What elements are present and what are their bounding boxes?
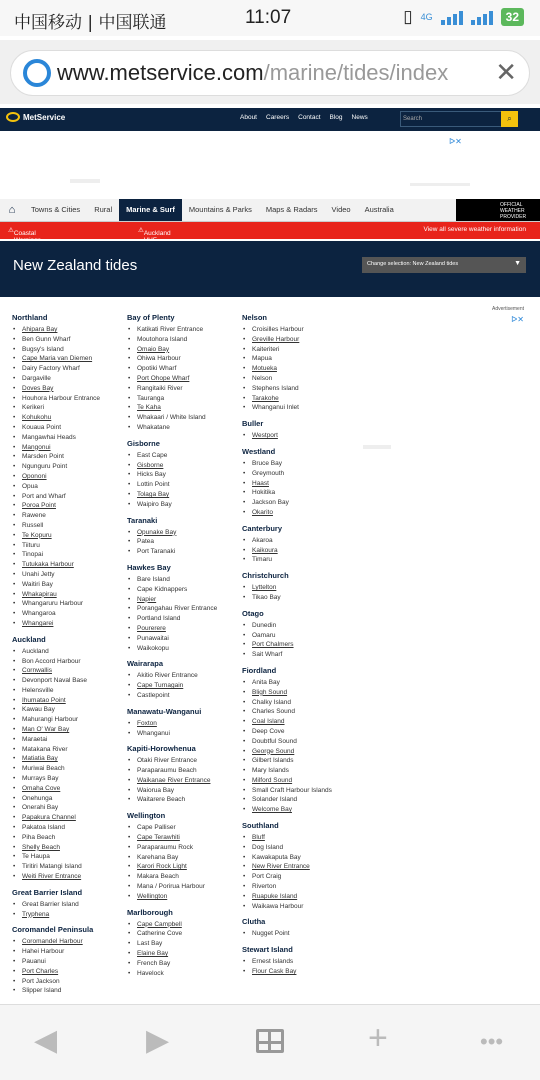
region-fiordland <box>242 666 357 815</box>
tide-location-link[interactable]: • Ahipara Bay <box>12 325 127 335</box>
tide-location-link[interactable]: • Napier <box>127 595 242 605</box>
nav-mountains-parks[interactable]: Mountains & Parks <box>188 205 252 214</box>
clock: 11:07 <box>245 7 292 28</box>
region-stewart-island <box>242 945 357 977</box>
back-icon[interactable]: ◀ <box>34 1024 58 1057</box>
region-heading: Manawatu-Wanganui <box>127 706 202 716</box>
region-heading: Southland <box>242 821 279 831</box>
all-blacks-badge[interactable] <box>456 199 540 221</box>
tide-column <box>127 313 242 978</box>
tide-location-link[interactable]: • Waikanae River Entrance <box>127 776 242 786</box>
tide-location-link[interactable]: • Coromandel Harbour <box>12 937 127 947</box>
tide-location-link[interactable]: • Last Bay <box>127 939 242 949</box>
tides-list <box>0 297 540 1004</box>
tide-location-link[interactable]: • Tiritiri Matangi Island <box>12 862 127 872</box>
ad-placeholder <box>70 179 100 183</box>
main-nav <box>0 199 540 222</box>
tide-location-link[interactable]: • Motueka <box>242 364 357 374</box>
region-heading: Great Barrier Island <box>12 887 83 897</box>
tide-location-link[interactable]: • French Bay <box>127 959 242 969</box>
tide-location-link[interactable]: • Pauanui <box>12 957 127 967</box>
tide-column <box>242 313 357 977</box>
browser-logo-icon <box>23 59 51 87</box>
tide-location-link[interactable]: • Greville Harbour <box>242 335 357 345</box>
tide-location-link[interactable]: • Deep Cove <box>242 727 357 737</box>
tide-location-link[interactable]: • Tolaga Bay <box>127 490 242 500</box>
tide-location-link[interactable]: • Katikati River Entrance <box>127 325 242 335</box>
tide-column <box>12 313 127 996</box>
tide-location-link[interactable]: • Wellington <box>127 892 242 902</box>
tide-location-link[interactable]: • Te Haupa <box>12 852 127 862</box>
region-heading: Westland <box>242 446 276 456</box>
tide-location-link[interactable]: • Ihumatao Point <box>12 696 127 706</box>
tide-location-link[interactable]: • Timaru <box>242 555 357 565</box>
tide-location-link[interactable]: • New River Entrance <box>242 862 357 872</box>
nav-contact[interactable]: Contact <box>298 114 321 121</box>
nav-towns-cities[interactable]: Towns & Cities <box>31 205 81 214</box>
tide-location-link[interactable]: • Pakatoa Island <box>12 823 127 833</box>
tide-location-link[interactable]: • Te Kopuru <box>12 531 127 541</box>
tide-location-link[interactable]: • Cape Kidnappers <box>127 585 242 595</box>
tide-location-link[interactable]: • Lottin Point <box>127 480 242 490</box>
tide-location-link[interactable]: • Cape Palliser <box>127 823 242 833</box>
nav-marine-surf[interactable]: Marine & Surf <box>119 199 182 221</box>
region-northland <box>12 313 127 629</box>
tide-location-link[interactable]: • Tiituru <box>12 541 127 551</box>
tide-location-link[interactable]: • Coal Island <box>242 717 357 727</box>
tide-location-link[interactable]: • Elaine Bay <box>127 949 242 959</box>
tide-location-link[interactable]: • Opua <box>12 482 127 492</box>
tide-location-link[interactable]: • Akaroa <box>242 536 357 546</box>
region-taranaki <box>127 516 242 557</box>
tide-location-link[interactable]: • Hicks Bay <box>127 470 242 480</box>
tide-location-link[interactable]: • Tutukaka Harbour <box>12 560 127 570</box>
region-manawatu-wanganui <box>127 707 242 739</box>
tide-location-link[interactable]: • Bon Accord Harbour <box>12 657 127 667</box>
tide-location-link[interactable]: • Kaikoura <box>242 546 357 556</box>
region-marlborough <box>127 908 242 979</box>
signal-icon <box>441 9 463 25</box>
tide-location-link[interactable]: • Solander Island <box>242 795 357 805</box>
region-great-barrier-island <box>12 888 127 920</box>
nav-about[interactable]: About <box>240 114 257 121</box>
tide-location-link[interactable]: • Whangarei <box>12 619 127 629</box>
tide-location-link[interactable]: • Kaiteriteri <box>242 345 357 355</box>
tide-location-link[interactable]: • Dargaville <box>12 374 127 384</box>
tide-location-link[interactable]: • Houhora Harbour Entrance <box>12 394 127 404</box>
tide-location-link[interactable]: • Russell <box>12 521 127 531</box>
tide-location-link[interactable]: • Waipiro Bay <box>127 500 242 510</box>
nav-australia[interactable]: Australia <box>364 205 394 214</box>
tide-location-link[interactable]: • Tauranga <box>127 394 242 404</box>
region-coromandel-peninsula <box>12 925 127 996</box>
tide-location-link[interactable]: • Dairy Factory Wharf <box>12 364 127 374</box>
badge-line: WEATHER <box>500 208 525 214</box>
nav-news[interactable]: News <box>351 114 368 121</box>
tide-location-link[interactable]: • Whanganui Inlet <box>242 403 357 413</box>
region-heading: Taranaki <box>127 515 158 525</box>
region-heading: Clutha <box>242 917 266 927</box>
tide-location-link[interactable]: • East Cape <box>127 451 242 461</box>
tide-location-link[interactable]: • Marsden Point <box>12 452 127 462</box>
tide-location-link[interactable]: • Devonport Naval Base <box>12 676 127 686</box>
tide-location-link[interactable]: • Whanganui <box>127 729 242 739</box>
tide-location-link[interactable]: • Bluff <box>242 833 357 843</box>
ad-placeholder <box>363 445 391 449</box>
badge-line: OFFICIAL <box>500 202 523 208</box>
tide-location-link[interactable]: • Kouaua Point <box>12 423 127 433</box>
close-icon[interactable]: ✕ <box>495 57 517 87</box>
ad-choices-icon[interactable]: ᐅ✕ <box>511 315 524 324</box>
tide-location-link[interactable]: • Port Chalmers <box>242 640 357 650</box>
tide-location-link[interactable]: • Oamaru <box>242 631 357 641</box>
region-heading: Auckland <box>12 634 46 644</box>
network-label: 4G <box>420 12 433 22</box>
new-tab-icon[interactable]: + <box>368 1019 388 1057</box>
tide-location-link[interactable]: • Kerikeri <box>12 403 127 413</box>
tide-location-link[interactable]: • Mary Islands <box>242 766 357 776</box>
tide-location-link[interactable]: • Makara Beach <box>127 872 242 882</box>
region-wellington <box>127 811 242 901</box>
tide-location-link[interactable]: • Gilbert Islands <box>242 756 357 766</box>
tide-location-link[interactable]: • Omaha Cove <box>12 784 127 794</box>
region-heading: Wairarapa <box>127 659 163 669</box>
tide-location-link[interactable]: • Cape Campbell <box>127 920 242 930</box>
tide-location-link[interactable]: • Great Barrier Island <box>12 900 127 910</box>
tide-location-link[interactable]: • Doves Bay <box>12 384 127 394</box>
tide-location-link[interactable]: • Matiatia Bay <box>12 754 127 764</box>
tide-location-link[interactable]: • Omaio Bay <box>127 345 242 355</box>
region-heading: Stewart Island <box>242 945 293 955</box>
tide-location-link[interactable]: • Kawakaputa Bay <box>242 853 357 863</box>
tide-location-link[interactable]: • Maraetai <box>12 735 127 745</box>
title-bar <box>0 241 540 297</box>
badge-line: PROVIDER <box>500 214 527 220</box>
region-auckland <box>12 635 127 882</box>
top-nav <box>240 114 368 121</box>
tide-location-link[interactable]: • Opunake Bay <box>127 528 242 538</box>
tide-location-link[interactable]: • Mangawhai Heads <box>12 433 127 443</box>
tide-location-link[interactable]: • Waikokopu <box>127 644 242 654</box>
menu-icon[interactable]: ••• <box>480 1029 504 1054</box>
tide-location-link[interactable]: • Paraparaumu Beach <box>127 766 242 776</box>
tide-location-link[interactable]: • Gisborne <box>127 461 242 471</box>
region-hawkes-bay <box>127 563 242 653</box>
tide-location-link[interactable]: • Catherine Cove <box>127 929 242 939</box>
logo-icon <box>6 112 20 122</box>
tide-location-link[interactable]: • Karehana Bay <box>127 853 242 863</box>
alert-bar <box>0 222 540 239</box>
tide-location-link[interactable]: • Hahei Harbour <box>12 947 127 957</box>
tide-location-link[interactable]: • Pourerere <box>127 624 242 634</box>
region-heading: Kapiti-Horowhenua <box>127 744 196 754</box>
tide-location-link[interactable]: • Croisilles Harbour <box>242 325 357 335</box>
region-gisborne <box>127 439 242 510</box>
region-selector[interactable]: Change selection: New Zealand tides ▼ <box>362 257 526 273</box>
tide-location-link[interactable]: • Ruapuke Island <box>242 892 357 902</box>
tide-location-link[interactable]: • Castlepoint <box>127 691 242 701</box>
tide-location-link[interactable]: • Whakaari / White Island <box>127 413 242 423</box>
region-buller <box>242 419 357 441</box>
region-christchurch <box>242 571 357 603</box>
severe-weather-link[interactable]: View all severe weather information <box>423 226 526 233</box>
tide-location-link[interactable]: • Milford Sound <box>242 776 357 786</box>
tide-location-link[interactable]: • Waiorua Bay <box>127 786 242 796</box>
region-bay-of-plenty <box>127 313 242 433</box>
nav-careers[interactable]: Careers <box>266 114 290 121</box>
tide-location-link[interactable]: • Matakana River <box>12 745 127 755</box>
region-heading: Coromandel Peninsula <box>12 925 94 935</box>
tide-location-link[interactable]: • Bare Island <box>127 575 242 585</box>
tide-location-link[interactable]: • Lyttelton <box>242 583 357 593</box>
tabs-icon[interactable] <box>256 1029 284 1053</box>
search-input[interactable]: Search <box>400 111 518 127</box>
tide-location-link[interactable]: • Ngunguru Point <box>12 462 127 472</box>
tide-location-link[interactable]: • Port Jackson <box>12 977 127 987</box>
tide-location-link[interactable]: • Dunedin <box>242 621 357 631</box>
tide-location-link[interactable]: • Anita Bay <box>242 678 357 688</box>
region-heading: Nelson <box>242 313 268 322</box>
tide-location-link[interactable]: • Tinopai <box>12 550 127 560</box>
tide-location-link[interactable]: • Auckland <box>12 647 127 657</box>
url-text[interactable]: www.metservice.com/marine/tides/index <box>57 60 449 85</box>
tide-location-link[interactable]: • Piha Beach <box>12 833 127 843</box>
region-heading: Otago <box>242 608 264 618</box>
region-heading: Wellington <box>127 811 166 821</box>
tide-location-link[interactable]: • Whakatane <box>127 423 242 433</box>
tide-location-link[interactable]: • Doubtful Sound <box>242 737 357 747</box>
vhf-warning-link[interactable]: ⚠ Auckland <box>138 227 171 237</box>
tide-location-link[interactable]: • Kohukohu <box>12 413 127 423</box>
tide-location-link[interactable]: • Port Taranaki <box>127 547 242 557</box>
tide-location-link[interactable]: • Murrays Bay <box>12 774 127 784</box>
status-bar <box>0 0 540 36</box>
home-icon[interactable]: ⌂ <box>8 204 16 216</box>
tide-location-link[interactable]: • Jackson Bay <box>242 498 357 508</box>
tide-location-link[interactable]: • Opotiki Wharf <box>127 364 242 374</box>
forward-icon[interactable]: ▶ <box>146 1024 170 1057</box>
ad-placeholder <box>410 183 470 186</box>
tide-location-link[interactable]: • Karori Rock Light <box>127 862 242 872</box>
tide-location-link[interactable]: • Port Ohope Wharf <box>127 374 242 384</box>
tide-location-link[interactable]: • Helensville <box>12 686 127 696</box>
tide-location-link[interactable]: • Ohiwa Harbour <box>127 354 242 364</box>
ad-banner <box>0 131 540 199</box>
region-heading: Marlborough <box>127 907 173 917</box>
tide-location-link[interactable]: • Papakura Channel <box>12 813 127 823</box>
region-heading: Hawkes Bay <box>127 562 171 572</box>
tide-location-link[interactable]: • Bugsy's Island <box>12 345 127 355</box>
webpage <box>0 108 540 1004</box>
region-heading: Christchurch <box>242 571 289 581</box>
region-heading: Canterbury <box>242 523 283 533</box>
carrier-label: 中国移动 | 中国联通 <box>14 13 167 33</box>
tide-location-link[interactable]: • Akitio River Entrance <box>127 671 242 681</box>
browser-url-bar <box>0 40 540 104</box>
battery-icon: 32 <box>501 8 524 26</box>
tide-location-link[interactable]: • George Sound <box>242 747 357 757</box>
tide-location-link[interactable]: • Onehunga <box>12 794 127 804</box>
tide-location-link[interactable]: • Bligh Sound <box>242 688 357 698</box>
metservice-logo[interactable]: MetService <box>6 112 65 122</box>
tide-location-link[interactable]: • Tarakohe <box>242 394 357 404</box>
tide-location-link[interactable]: • Small Craft Harbour Islands <box>242 786 357 796</box>
tide-location-link[interactable]: • Waitiri Bay <box>12 580 127 590</box>
tide-location-link[interactable]: • Weiti River Entrance <box>12 872 127 882</box>
tide-location-link[interactable]: • Bruce Bay <box>242 459 357 469</box>
tide-location-link[interactable]: • Paraparaumu Rock <box>127 843 242 853</box>
tide-location-link[interactable]: • Dog Island <box>242 843 357 853</box>
region-otago <box>242 609 357 660</box>
tide-location-link[interactable]: • Whakapirau <box>12 590 127 600</box>
tide-location-link[interactable]: • Cape Turnagain <box>127 681 242 691</box>
tide-location-link[interactable]: • Cape Maria van Diemen <box>12 354 127 364</box>
tide-location-link[interactable]: • Mahurangi Harbour <box>12 715 127 725</box>
tide-location-link[interactable]: • Shelly Beach <box>12 843 127 853</box>
tide-location-link[interactable]: • Moutohora Island <box>127 335 242 345</box>
tide-location-link[interactable]: • Port and Wharf <box>12 492 127 502</box>
tide-location-link[interactable]: • Kawau Bay <box>12 705 127 715</box>
tide-location-link[interactable]: • Flour Cask Bay <box>242 967 357 977</box>
tide-location-link[interactable]: • Ben Gunn Wharf <box>12 335 127 345</box>
tide-location-link[interactable]: • Ernest Islands <box>242 957 357 967</box>
nav-maps-radars[interactable]: Maps & Radars <box>265 205 318 214</box>
tide-location-link[interactable]: • Greymouth <box>242 469 357 479</box>
tide-location-link[interactable]: • Whangaroa <box>12 609 127 619</box>
tide-location-link[interactable]: • Rangitaiki River <box>127 384 242 394</box>
region-canterbury <box>242 524 357 565</box>
tide-location-link[interactable]: • Mana / Porirua Harbour <box>127 882 242 892</box>
tide-location-link[interactable]: • Stephens Island <box>242 384 357 394</box>
tide-location-link[interactable]: • Poroa Point <box>12 501 127 511</box>
region-heading: Northland <box>12 313 48 322</box>
tide-location-link[interactable]: • Havelock <box>127 969 242 979</box>
tide-location-link[interactable]: • Nugget Point <box>242 929 357 939</box>
tide-location-link[interactable]: • Te Kaha <box>127 403 242 413</box>
tide-location-link[interactable]: • Punawaitai <box>127 634 242 644</box>
tide-location-link[interactable]: • Port Craig <box>242 872 357 882</box>
tide-location-link[interactable]: • Foxton <box>127 719 242 729</box>
advert-label: Advertisement <box>492 306 524 312</box>
tide-location-link[interactable]: • Waikawa Harbour <box>242 902 357 912</box>
tide-location-link[interactable]: • Charles Sound <box>242 707 357 717</box>
vibrate-icon: ▯ <box>403 7 413 26</box>
status-icons <box>403 7 524 27</box>
tide-location-link[interactable]: • Riverton <box>242 882 357 892</box>
tide-location-link[interactable]: • Whangaruru Harbour <box>12 599 127 609</box>
tide-location-link[interactable]: • Slipper Island <box>12 986 127 996</box>
region-clutha <box>242 917 357 939</box>
chevron-down-icon: ▼ <box>514 260 521 267</box>
tide-location-link[interactable]: • Cape Terawhiti <box>127 833 242 843</box>
tide-location-link[interactable]: • Cornwallis <box>12 666 127 676</box>
region-kapiti-horowhenua <box>127 744 242 805</box>
region-heading: Gisborne <box>127 438 160 448</box>
nav-video[interactable]: Video <box>331 205 351 214</box>
region-nelson <box>242 313 357 413</box>
region-heading: Bay of Plenty <box>127 313 175 322</box>
tide-location-link[interactable]: • Otaki River Entrance <box>127 756 242 766</box>
tide-location-link[interactable]: • Muriwai Beach <box>12 764 127 774</box>
tide-location-link[interactable]: • Tryphena <box>12 910 127 920</box>
tide-location-link[interactable]: • Port Charles <box>12 967 127 977</box>
tide-location-link[interactable]: • Waitarere Beach <box>127 795 242 805</box>
tide-location-link[interactable]: • Onerahi Bay <box>12 803 127 813</box>
site-header <box>0 108 540 131</box>
tide-location-link[interactable]: • Welcome Bay <box>242 805 357 815</box>
tide-location-link[interactable]: • Unahi Jetty <box>12 570 127 580</box>
url-field[interactable] <box>10 50 530 96</box>
tide-location-link[interactable]: • Chalky Island <box>242 698 357 708</box>
region-wairarapa <box>127 659 242 700</box>
tide-location-link[interactable]: • Okarito <box>242 508 357 518</box>
tide-location-link[interactable]: • Nelson <box>242 374 357 384</box>
search-icon[interactable]: ⌕ <box>501 111 518 127</box>
tide-location-link[interactable]: • Porangahau River Entrance <box>127 604 242 614</box>
ad-choices-icon[interactable]: ᐅ✕ <box>449 137 462 146</box>
tide-location-link[interactable]: • Sait Wharf <box>242 650 357 660</box>
tide-location-link[interactable]: • Rawene <box>12 511 127 521</box>
region-southland <box>242 821 357 911</box>
signal-icon-2 <box>471 9 493 25</box>
tide-location-link[interactable]: • Mapua <box>242 354 357 364</box>
nav-rural[interactable]: Rural <box>94 205 113 214</box>
tide-location-link[interactable]: • Hokitika <box>242 488 357 498</box>
nav-blog[interactable]: Blog <box>329 114 343 121</box>
page-title: New Zealand tides <box>13 257 138 274</box>
region-westland <box>242 447 357 518</box>
browser-toolbar <box>0 1004 540 1080</box>
tide-location-link[interactable]: • Opononi <box>12 472 127 482</box>
tide-location-link[interactable]: • Westport <box>242 431 357 441</box>
region-heading: Buller <box>242 419 264 429</box>
tide-location-link[interactable]: • Haast <box>242 479 357 489</box>
region-heading: Fiordland <box>242 665 277 675</box>
tide-location-link[interactable]: • Mangonui <box>12 443 127 453</box>
tide-location-link[interactable]: • Patea <box>127 537 242 547</box>
coastal-warnings-link[interactable]: ⚠ Coastal <box>8 227 36 237</box>
tide-location-link[interactable]: • Man O' War Bay <box>12 725 127 735</box>
tide-location-link[interactable]: • Portland Island <box>127 614 242 624</box>
tide-location-link[interactable]: • Tikao Bay <box>242 593 357 603</box>
